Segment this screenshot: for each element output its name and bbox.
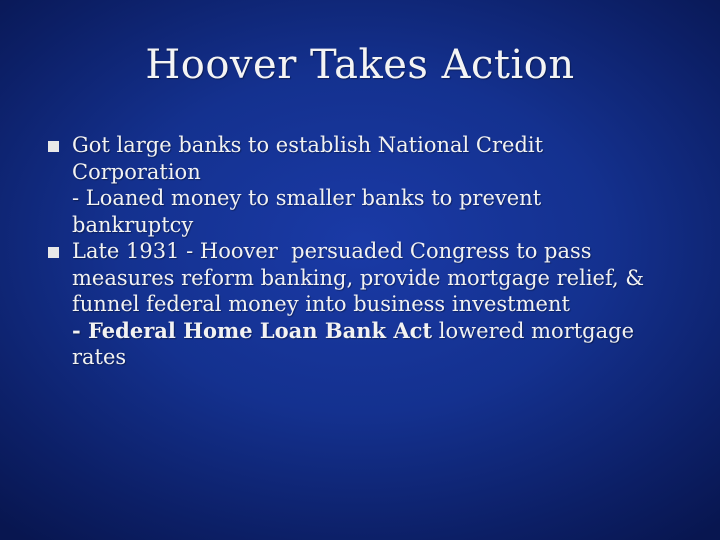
bullet-text [72,238,668,371]
bullet-text [72,132,668,238]
bullet-list [48,132,668,371]
bullet-main-text: Late 1931 - Hoover persuaded Congress to pass measures reform banking, provide mortgage relief, & funnel federal money into business investment [72,239,651,316]
bullet-marker [48,238,72,258]
act-name: - Federal Home Loan Bank Act [72,317,433,343]
square-bullet-icon [48,141,59,152]
bullet-main-text: Got large banks to establish National Credit Corporation [72,133,544,184]
square-bullet-icon [48,247,59,258]
bullet-item-congress-measures [48,238,668,371]
bullet-marker [48,132,72,152]
slide-title: Hoover Takes Action [145,42,575,88]
bullet-sub-text [72,318,668,371]
bullet-sub-text: - Loaned money to smaller banks to prevent bankruptcy [72,186,542,237]
act-description: lowered mortgage rates [72,318,635,369]
bullet-item-credit-corporation [48,132,668,238]
